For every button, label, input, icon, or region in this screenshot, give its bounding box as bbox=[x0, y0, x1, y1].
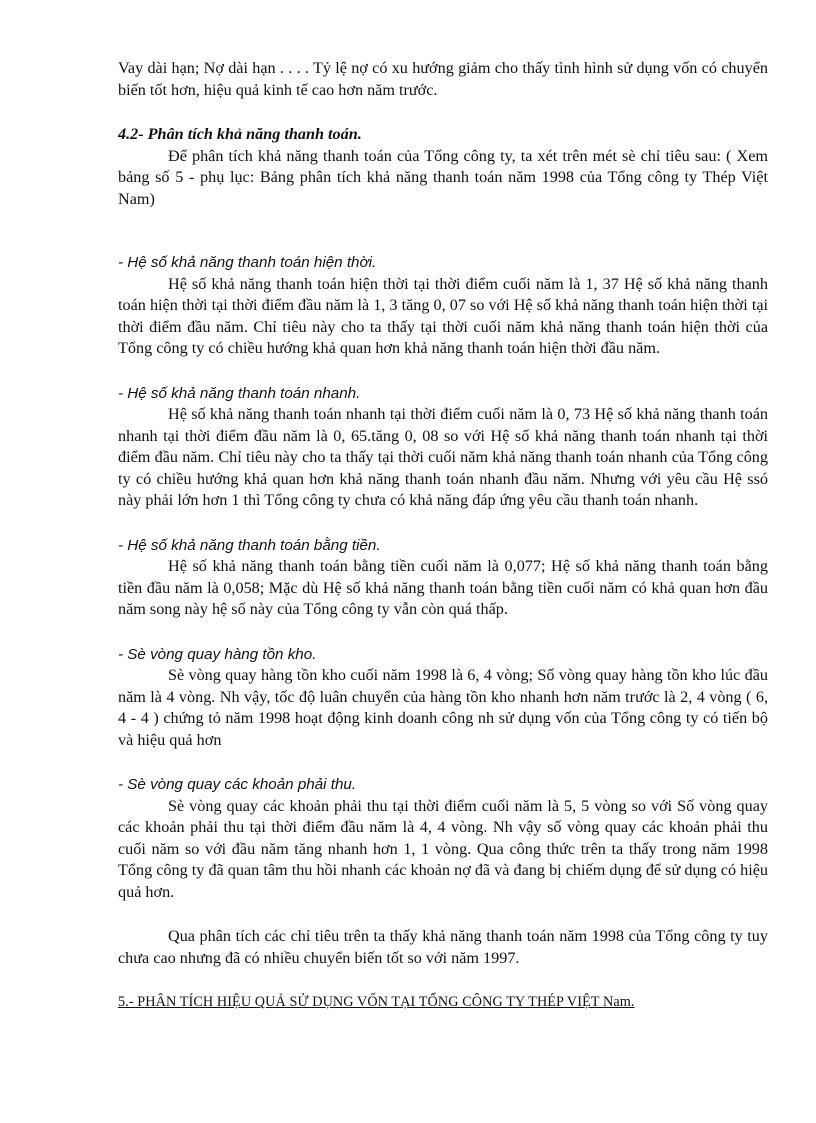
subsection-heading-receivables-turnover: - Sè vòng quay các khoản phải thu. bbox=[118, 776, 357, 793]
spacer bbox=[118, 751, 768, 774]
subsection-heading-current-ratio: - Hệ số khả năng thanh toán hiện thời. bbox=[118, 254, 377, 271]
subsection-body-current-ratio: Hệ số khả năng thanh toán hiện thời tại thời điểm cuối năm là 1, 37 Hệ số khả năng thanh toán hiện thời tại thời điểm đầu năm là 1, 3 tăng 0, 07 so với Hệ số khả năng thanh toán hiện thời tại thời điểm đầu năm. Chỉ tiêu này cho ta thấy tại thời cuối năm khả năng thanh toán hiện thời của Tổng công ty có chiều hướng khả quan hơn khả năng thanh toán hiện thời đầu năm. bbox=[118, 274, 768, 357]
spacer bbox=[118, 360, 768, 383]
spacer bbox=[118, 210, 768, 252]
subsection-body-inventory-turnover: Sè vòng quay hàng tồn kho cuối năm 1998 là 6, 4 vòng; Số vòng quay hàng tồn kho lúc đầu năm là 4 vòng. Nh vậy, tốc độ luân chuyển của hàng tồn kho nhanh hơn năm trước là 2, 4 vòng ( 6, 4 - 4 ) chứng tỏ năm 1998 hoạt động kinh doanh công nh sử dụng vốn của Tổng công ty có tiến bộ và hiệu quả hơn bbox=[118, 666, 768, 749]
spacer bbox=[118, 512, 768, 535]
subsection-body-receivables-turnover: Sè vòng quay các khoản phải thu tại thời điểm cuối năm là 5, 5 vòng so với Số vòng quay các khoản phải thu tại thời điểm đầu năm là 4, 4 vòng. Nh vậy số vòng quay các khoản phải thu cuối năm so với đầu năm tăng nhanh hơn 1, 1 vòng. Qua công thức trên ta thấy trong năm 1998 Tổng công ty đã quan tâm thu hồi nhanh các khoản nợ đã và đang bị chiếm dụng để sử dụng có hiệu quả hơn. bbox=[118, 796, 768, 901]
spacer bbox=[118, 621, 768, 644]
section-4-2-title: 4.2- Phân tích khả năng thanh toán. bbox=[118, 125, 362, 143]
subsection-body-quick-ratio: Hệ số khả năng thanh toán nhanh tại thời điểm cuối năm là 0, 73 Hệ số khả năng thanh toán nhanh tại thời điểm đầu năm là 0, 65.tăng 0, 08 so với Hệ số khả năng thanh toán nhanh tại thời điểm đầu năm. Chỉ tiêu này cho ta thấy tại thời cuối năm khả năng thanh toán nhanh của Tổng công ty có chiều hướng khả quan hơn khả năng thanh toán nhanh đầu năm. Nhưng với yêu cầu Hệ ssó này phải lớn hơn 1 thì Tổng công ty chưa có khả năng đáp ứng yêu cầu thanh toán nhanh. bbox=[118, 405, 768, 509]
spacer bbox=[118, 903, 768, 926]
intro-paragraph: Vay dài hạn; Nợ dài hạn . . . . Tỷ lệ nợ có xu hướng giảm cho thấy tình hình sử dụng vốn có chuyển biến tốt hơn, hiệu quả kinh tế cao hơn năm trước. bbox=[118, 59, 768, 99]
spacer bbox=[118, 101, 768, 124]
section-4-2-intro: Để phân tích khả năng thanh toán của Tổng công ty, ta xét trên mét sè chỉ tiêu sau: ( Xem bảng số 5 - phụ lục: Bảng phân tích khả năng thanh toán năm 1998 của Tổng công ty Thép Việt Nam) bbox=[118, 146, 768, 208]
subsection-body-cash-ratio: Hệ số khả năng thanh toán bằng tiền cuối năm là 0,077; Hệ số khả năng thanh toán bằng tiền đầu năm là 0,058; Mặc dù Hệ số khả năng thanh toán bằng tiền cuối năm có khả quan hơn đầu năm song này hệ số này của Tổng công ty vẫn còn quá thấp. bbox=[118, 557, 768, 618]
section-5-title: 5.- PHÂN TÍCH HIỆU QUẢ SỬ DỤNG VỐN TẠI TỔNG CÔNG TY THÉP VIỆT Nam. bbox=[118, 994, 635, 1010]
subsection-heading-cash-ratio: - Hệ số khả năng thanh toán bằng tiền. bbox=[118, 536, 381, 554]
subsection-heading-quick-ratio: - Hệ số khả năng thanh toán nhanh. bbox=[118, 384, 361, 402]
spacer bbox=[118, 969, 768, 992]
conclusion-paragraph: Qua phân tích các chỉ tiêu trên ta thấy khả năng thanh toán năm 1998 của Tổng công ty tuy chưa cao nhưng đã có nhiều chuyển biến tốt so với năm 1997. bbox=[118, 927, 768, 967]
subsection-heading-inventory-turnover: - Sè vòng quay hàng tồn kho. bbox=[118, 645, 317, 663]
document-page bbox=[118, 58, 768, 1014]
